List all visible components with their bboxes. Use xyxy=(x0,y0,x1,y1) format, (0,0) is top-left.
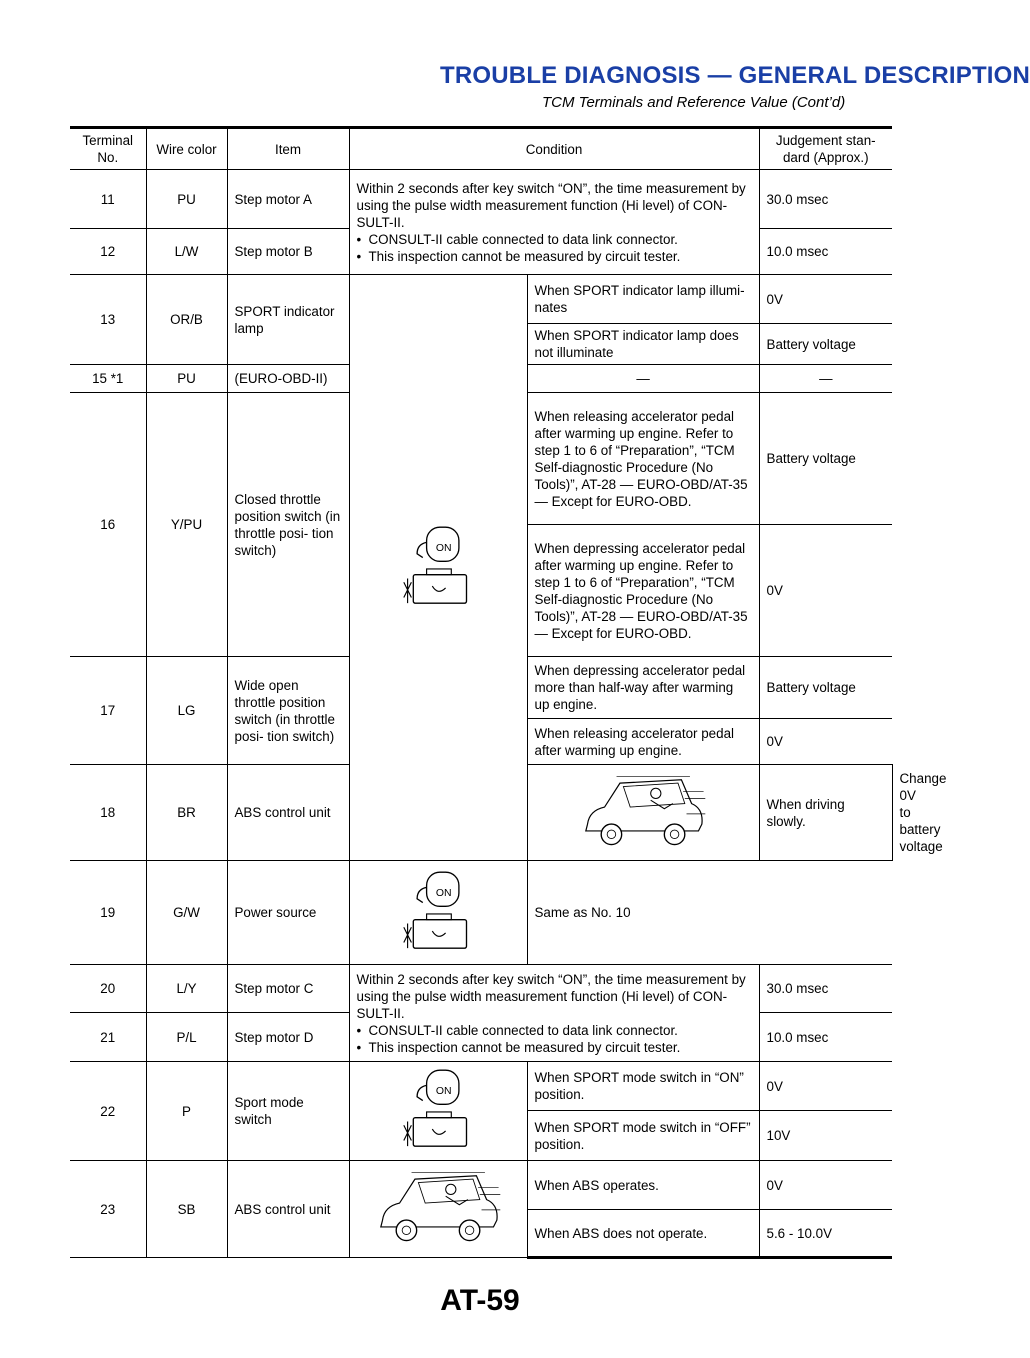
step-condition-ab: Within 2 seconds after key switch “ON”, the time measurement by using the pulse width measurement function (Hi level) of CON- SULT-II. • CONSULT-II cable connected to data link connector. • This inspection cannot be measured by circuit tester. xyxy=(349,170,759,275)
table-row: 18 BR ABS control unit When driving slowly. Change 0V to battery voltage xyxy=(70,765,892,861)
car-driving-icon xyxy=(374,1169,502,1249)
table-row: 12 L/W Step motor B 10.0 msec xyxy=(70,229,892,275)
table-row: 23 SB ABS control unit When ABS operates. 0V xyxy=(70,1161,892,1210)
page-title: TROUBLE DIAGNOSIS — GENERAL DESCRIPTION xyxy=(440,62,1030,89)
table-row: 16 Y/PU Closed throttle position switch (in throttle posi- tion switch) When releasing accelerator pedal after warming up engine. Refer to step 1 to 6 of “Preparation”, “TCM Self-diagnostic Procedure (No Tools)”, AT-28 — EURO-OBD/AT-35 — Except for EURO-OBD. Battery voltage xyxy=(70,393,892,525)
key-on-engine-icon xyxy=(400,870,476,956)
col-item: Item xyxy=(227,128,349,170)
table-row: 21 P/L Step motor D 10.0 msec xyxy=(70,1013,892,1062)
col-wire: Wire color xyxy=(146,128,227,170)
step-condition-cd: Within 2 seconds after key switch “ON”, the time measurement by using the pulse width measurement function (Hi level) of CON- SULT-II. • CONSULT-II cable connected to data link connector. • This inspection cannot be measured by circuit tester. xyxy=(349,965,759,1062)
key-on-engine-icon xyxy=(400,1068,476,1154)
table-row: 11 PU Step motor A Within 2 seconds after key switch “ON”, the time measurement by using the pulse width measurement function (Hi level) of CON- SULT-II. • CONSULT-II cable connected to data link connector. • This inspection cannot be measured by circuit tester. 30.0 msec xyxy=(70,170,892,229)
table-row: 15 *1 PU (EURO-OBD-II) — — xyxy=(70,365,892,393)
col-judgement: Judgement stan- dard (Approx.) xyxy=(759,128,892,170)
table-row: When SPORT mode switch in “OFF” position. 10V xyxy=(70,1111,892,1161)
col-terminal: Terminal No. xyxy=(70,128,146,170)
terminal-table xyxy=(70,126,947,1259)
key-engine-icon-cell xyxy=(349,275,527,861)
table-row: 13 OR/B SPORT indicator lamp When SPORT indicator lamp illumi- nates 0V xyxy=(70,275,892,324)
key-on-engine-icon xyxy=(400,525,476,611)
page-subtitle: TCM Terminals and Reference Value (Cont’d) xyxy=(542,94,846,111)
table-row: 17 LG Wide open throttle position switch (in throttle posi- tion switch) When depressing accelerator pedal more than half-way after warming up engine. Battery voltage xyxy=(70,657,892,719)
table-row: 19 G/W Power source Same as No. 10 xyxy=(70,861,892,965)
page-number: AT-59 xyxy=(440,1284,520,1317)
car-driving-icon xyxy=(579,773,707,853)
table-row: When SPORT indicator lamp does not illuminate Battery voltage xyxy=(70,324,892,365)
table-row: 22 P Sport mode switch When SPORT mode switch in “ON” position. 0V xyxy=(70,1062,892,1111)
col-condition: Condition xyxy=(349,128,759,170)
table-row: When releasing accelerator pedal after warming up engine. 0V xyxy=(70,719,892,765)
table-row: When ABS does not operate. 5.6 - 10.0V xyxy=(70,1210,892,1258)
table-header-row xyxy=(70,128,892,170)
table-row: 20 L/Y Step motor C Within 2 seconds after key switch “ON”, the time measurement by using the pulse width measurement function (Hi level) of CON- SULT-II. • CONSULT-II cable connected to data link connector. • This inspection cannot be measured by circuit tester. 30.0 msec xyxy=(70,965,892,1013)
table-row: When depressing accelerator pedal after warming up engine. Refer to step 1 to 6 of “Preparation”, “TCM Self-diagnostic Procedure (No Tools)”, AT-28 — EURO-OBD/AT-35 — Except for EURO-OBD. 0V xyxy=(70,525,892,657)
